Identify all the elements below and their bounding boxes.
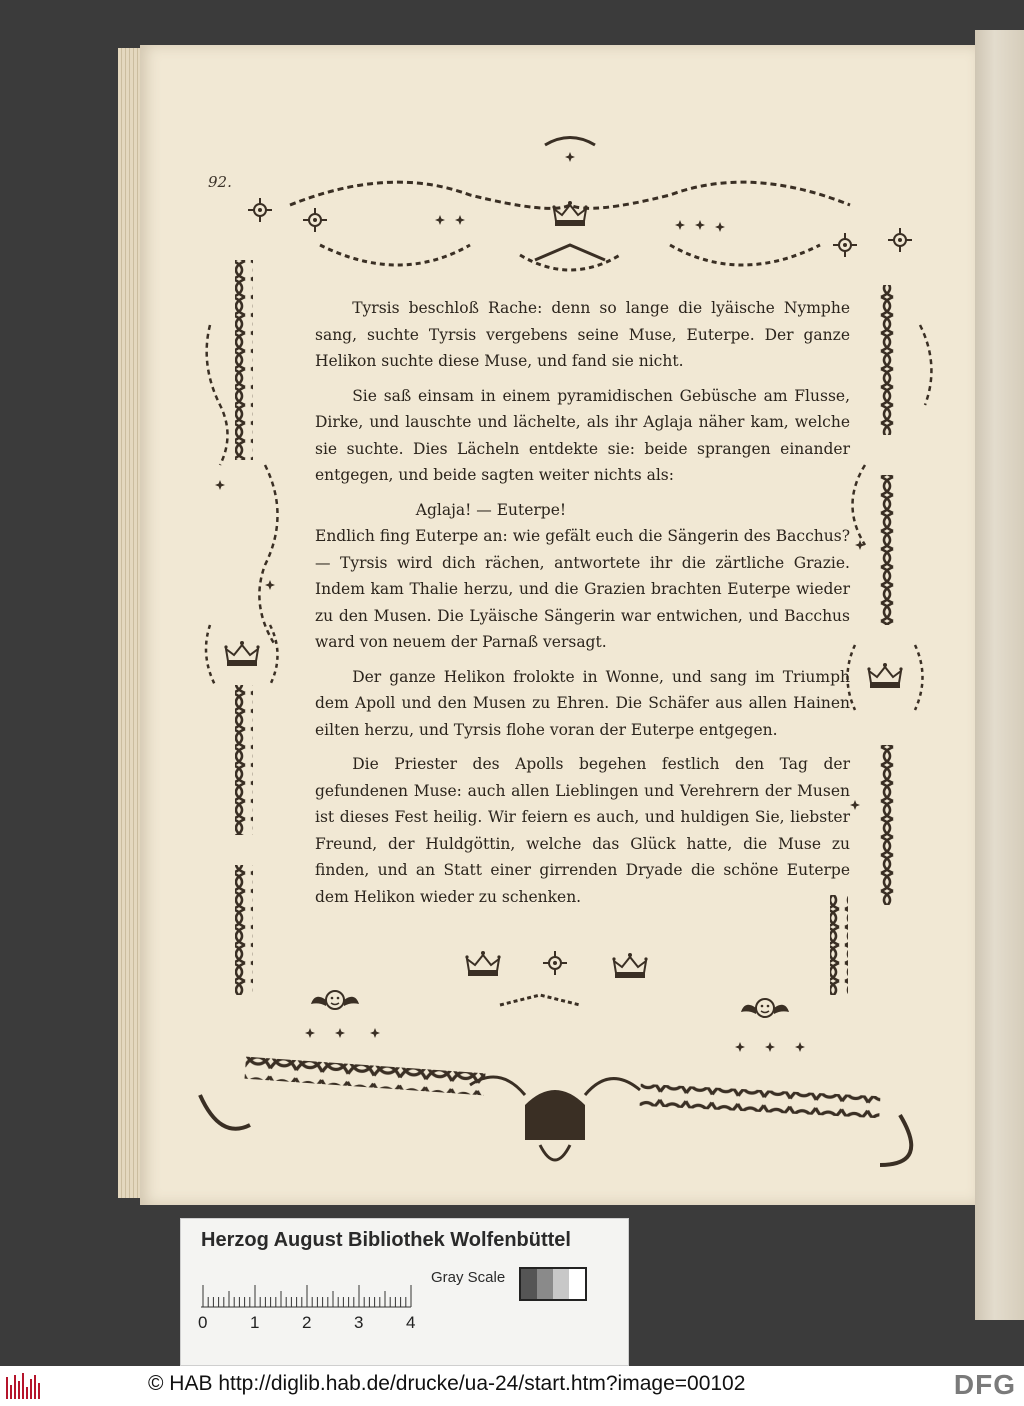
ruler-number: 1: [250, 1313, 260, 1332]
star-icon: [675, 220, 685, 230]
crown-icon: [612, 953, 647, 978]
star-icon: [305, 1028, 315, 1038]
paragraph: Tyrsis beschloß Rache: denn so lange die lyäische Nymphe sang, suchte Tyrsis vergebens seine Muse, Euterpe. Der ganze Helikon suchte diese Muse, und fand sie nicht.: [315, 299, 850, 370]
gray-scale-label: Gray Scale: [431, 1269, 506, 1286]
star-icon: [565, 152, 575, 162]
ruler-number: 2: [302, 1313, 312, 1332]
viewer-footer: [0, 1366, 1024, 1406]
braid-border: [880, 475, 898, 625]
rose-icon: [888, 228, 912, 252]
rose-icon: [543, 951, 567, 975]
star-icon: [695, 220, 705, 230]
gray-swatch: [553, 1269, 569, 1299]
rose-icon: [248, 198, 272, 222]
paragraph: Sie saß einsam in einem pyramidischen Gebüsche am Flusse, Dirke, und lauschte und lächelte, als ihr Aglaja näher kam, welche sie suchte. Dies Lächeln entdekte sie: beide sprangen einander entgegen, und beide sagten weiter nichts als:: [315, 386, 850, 484]
braid-border: [880, 745, 898, 905]
star-icon: [715, 222, 725, 232]
dfg-logo[interactable]: DFG: [953, 1369, 1016, 1400]
rose-icon: [303, 208, 327, 232]
institution-name: Herzog August Bibliothek Wolfenbüttel: [201, 1229, 571, 1251]
paragraph: Endlich fing Euterpe an: wie gefält euch die Sängerin des Bacchus? — Tyrsis wird dich rächen, antwortete ihr die zärtliche Grazie. Indem kam Thalie herzu, und die Grazien brachten Euterpe wieder zu den Musen. Die Lyäische Sängerin war entwichen, und Bacchus ward von neuem der Parnaß versagt.: [315, 527, 850, 651]
book-page: [140, 45, 975, 1205]
braid-border: [235, 260, 253, 460]
braid-border: [880, 285, 898, 435]
gray-swatch: [521, 1269, 537, 1299]
top-garland: [248, 138, 912, 271]
ruler-number: 3: [354, 1313, 364, 1332]
crown-icon: [867, 663, 902, 688]
star-icon: [765, 1042, 775, 1052]
cherub-icon: [311, 991, 359, 1009]
crown-icon: [465, 951, 500, 976]
gray-swatch: [537, 1269, 553, 1299]
braid-border: [640, 1084, 881, 1119]
copyright-link[interactable]: © HAB http://diglib.hab.de/drucke/ua-24/start.htm?image=00102: [148, 1372, 746, 1395]
paragraph: Die Priester des Apolls begehen festlich den Tag der gefundenen Muse: auch allen Lieblingen und Verehrern der Musen ist dieses Fest heilig. Wir feiern es auch, und huldigen Sie, liebster Freund, der Huldgöttin, welche das Glück hatte, die Muse zu finden, und an Statt einer girrenden Dryade die schöne Euterpe dem Helikon wieder zu schenken.: [315, 755, 850, 906]
adjacent-page-edge: [975, 30, 1024, 1320]
star-icon: [735, 1042, 745, 1052]
gray-scale-swatches: [519, 1267, 587, 1301]
star-icon: [215, 480, 225, 490]
braid-border: [235, 685, 253, 835]
star-icon: [455, 215, 465, 225]
braid-border: [235, 865, 253, 995]
page-number: 92.: [208, 173, 232, 191]
star-icon: [435, 215, 445, 225]
hab-logo-icon[interactable]: [6, 1373, 44, 1399]
star-icon: [850, 800, 860, 810]
urn-icon: [525, 1090, 585, 1140]
star-icon: [335, 1028, 345, 1038]
braid-border: [245, 1057, 486, 1096]
star-icon: [795, 1042, 805, 1052]
rose-icon: [833, 233, 857, 257]
ruler-number: 0: [198, 1313, 208, 1332]
cherub-icon: [741, 999, 789, 1017]
exclamation-line: Aglaja! — Euterpe!: [415, 500, 567, 519]
main-text: [315, 295, 850, 918]
crown-icon: [552, 201, 587, 226]
ruler-number: 4: [406, 1313, 416, 1332]
paragraph: Der ganze Helikon frolokte in Wonne, und sang im Triumph dem Apoll und den Musen zu Ehren. Die Schäfer aus allen Hainen eilten herzu, und Tyrsis flohe voran der Euterpe entgegen.: [315, 667, 850, 739]
gray-swatch: [569, 1269, 585, 1299]
scan-calibration-label: [180, 1218, 629, 1366]
star-icon: [370, 1028, 380, 1038]
measurement-ruler: [201, 1271, 421, 1311]
star-icon: [265, 580, 275, 590]
crown-icon: [224, 641, 259, 666]
